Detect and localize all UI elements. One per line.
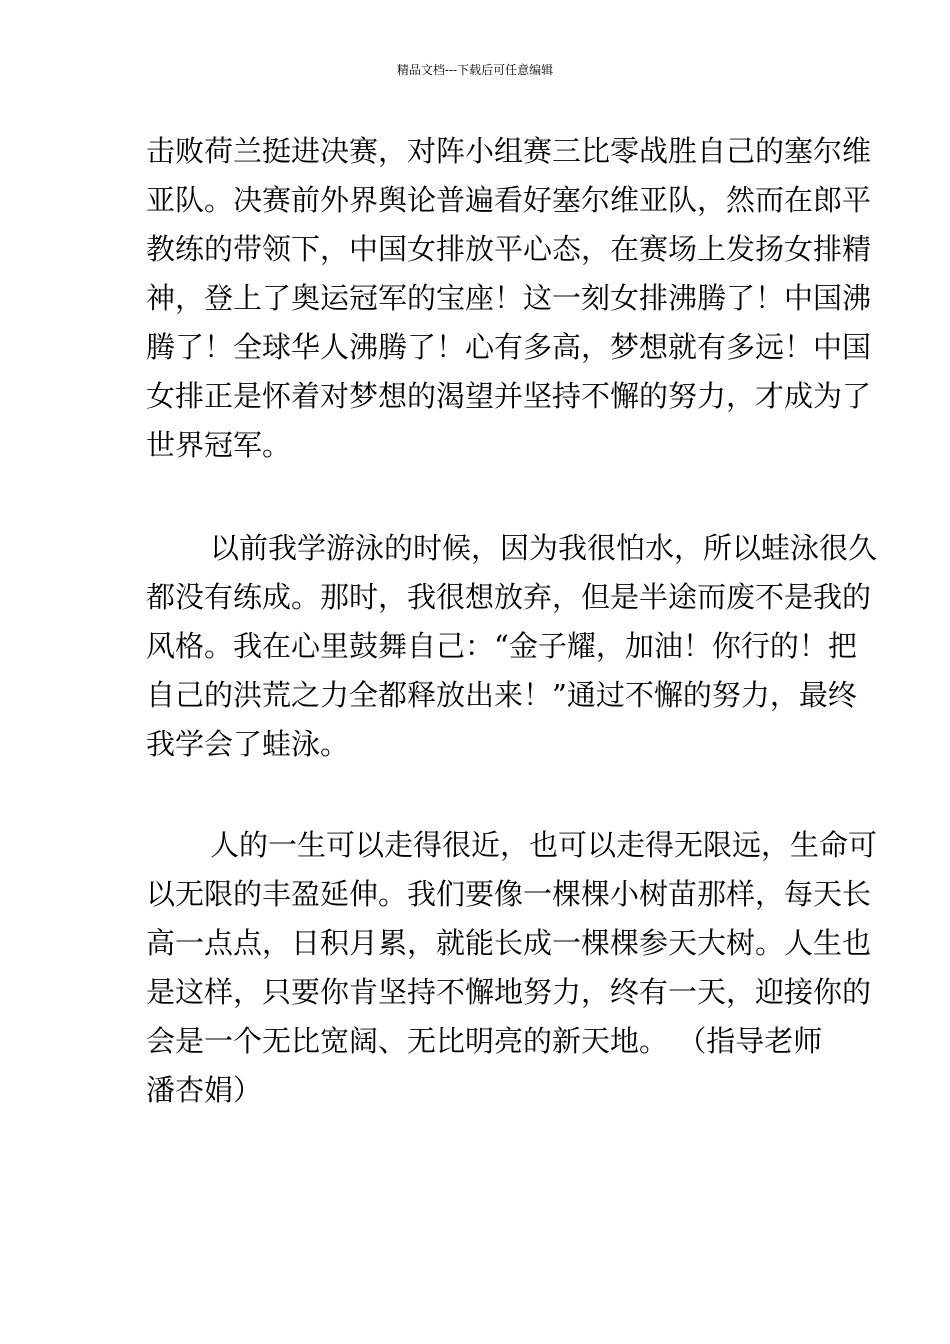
paragraph-3 — [146, 821, 878, 1115]
text-line: 会是一个无比宽阔、无比明亮的新天地。 （指导老师 — [146, 1024, 823, 1058]
text-line: 腾了！全球华人沸腾了！心有多高，梦想就有多远！中国 — [146, 330, 872, 364]
text-line: 以前我学游泳的时候，因为我很怕水，所以蛙泳很久 — [210, 531, 878, 565]
paragraph-1 — [146, 127, 872, 470]
text-line: 高一点点，日积月累，就能长成一棵棵参天大树。人生也 — [146, 926, 872, 960]
text-line: 我学会了蛙泳。 — [146, 727, 350, 761]
text-line: 亚队。决赛前外界舆论普遍看好塞尔维亚队，然而在郎平 — [146, 183, 872, 217]
text-line: 以无限的丰盈延伸。我们要像一棵棵小树苗那样，每天长 — [146, 877, 872, 911]
text-line: 风格。我在心里鼓舞自己：“金子耀，加油！你行的！把 — [146, 629, 857, 663]
text-line: 潘杏娟） — [146, 1073, 263, 1107]
text-line: 击败荷兰挺进决赛，对阵小组赛三比零战胜自己的塞尔维 — [146, 134, 872, 168]
text-line: 都没有练成。那时，我很想放弃，但是半途而废不是我的 — [146, 580, 872, 614]
text-line: 教练的带领下，中国女排放平心态，在赛场上发扬女排精 — [146, 232, 872, 266]
text-line: 女排正是怀着对梦想的渴望并坚持不懈的努力，才成为了 — [146, 379, 872, 413]
text-line: 世界冠军。 — [146, 428, 292, 462]
page-header: 精品文档---下载后可任意编辑 — [396, 63, 554, 77]
paragraph-2 — [146, 524, 878, 769]
text-line: 人的一生可以走得很近，也可以走得无限远，生命可 — [210, 828, 878, 862]
text-line: 神，登上了奥运冠军的宝座！这一刻女排沸腾了！中国沸 — [146, 281, 872, 315]
text-line: 是这样，只要你肯坚持不懈地努力，终有一天，迎接你的 — [146, 975, 872, 1009]
text-line: 自己的洪荒之力全都释放出来！”通过不懈的努力，最终 — [146, 678, 857, 712]
